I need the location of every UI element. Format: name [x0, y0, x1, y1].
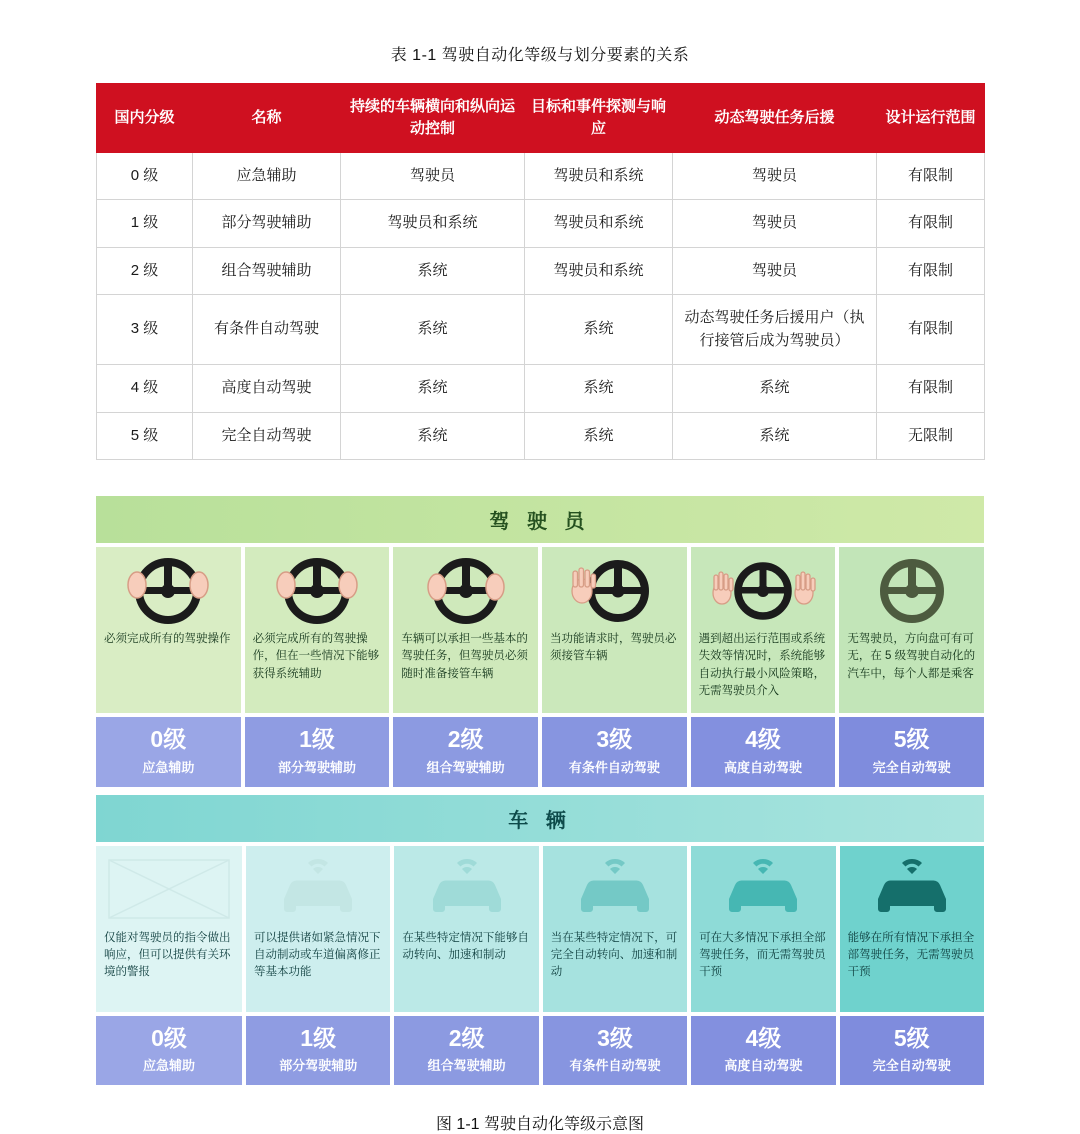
vehicle-cell-0: [96, 846, 242, 1086]
table-header-cell: 名称: [193, 84, 341, 153]
table-cell: 1 级: [97, 200, 193, 248]
driver-text: 车辆可以承担一些基本的驾驶任务，但驾驶员必须随时准备接管车辆: [401, 633, 528, 680]
level-name: 有条件自动驾驶: [568, 759, 660, 775]
level-number: 1级: [300, 1024, 337, 1051]
level-number: 3级: [597, 1024, 633, 1051]
level-number: 0级: [150, 726, 187, 752]
figure-caption: 图 1-1 驾驶自动化等级示意图: [435, 1116, 645, 1134]
driver-cell-5: [839, 547, 984, 787]
table-cell: 驾驶员和系统: [341, 200, 525, 248]
vehicle-row: [96, 846, 984, 1086]
vehicle-level-label-2: [394, 1016, 538, 1086]
table-cell: 有限制: [877, 295, 985, 365]
section-gap: [96, 787, 984, 795]
table-cell: 驾驶员和系统: [525, 200, 673, 248]
table-row: [97, 200, 985, 248]
table-row: [97, 412, 985, 460]
level-number: 1级: [299, 726, 335, 752]
table-cell: 系统: [673, 365, 877, 413]
table-row: [97, 152, 985, 200]
level-number: 5级: [893, 1024, 930, 1051]
table-cell: 组合驾驶辅助: [193, 247, 341, 295]
vehicle-text: 当在某些特定情况下，可完全自动转向、加速和制动: [550, 931, 678, 979]
steering-wheel-hands-off-icon: [550, 553, 679, 627]
level-name: 高度自动驾驶: [724, 1058, 803, 1074]
level-number: 4级: [745, 1024, 782, 1051]
car-connected-icon: [848, 852, 976, 926]
table-cell: 完全自动驾驶: [193, 412, 341, 460]
table-cell: 驾驶员: [673, 200, 877, 248]
table-cell: 高度自动驾驶: [193, 365, 341, 413]
driver-level-label-0: [96, 717, 241, 787]
level-name: 部分驾驶辅助: [277, 759, 356, 775]
level-number: 5级: [893, 726, 930, 752]
table-caption: 表 1-1 驾驶自动化等级与划分要素的关系: [390, 47, 690, 64]
level-name: 应急辅助: [142, 759, 195, 775]
table-row: [97, 247, 985, 295]
table-cell: 系统: [525, 295, 673, 365]
driver-illustration-2: [393, 547, 538, 713]
levels-diagram: [96, 496, 984, 1085]
vehicle-text: 在某些特定情况下能够自动转向、加速和制动: [402, 931, 529, 961]
level-number: 2级: [447, 726, 484, 752]
table-cell: 有限制: [877, 200, 985, 248]
level-number: 2级: [448, 1024, 485, 1051]
driver-cell-0: [96, 547, 241, 787]
steering-wheel-two-hands-icon: [104, 553, 233, 627]
driver-row: [96, 547, 984, 787]
driver-level-label-4: [691, 717, 836, 787]
driver-illustration-3: [542, 547, 687, 713]
level-name: 有条件自动驾驶: [569, 1058, 661, 1074]
vehicle-band-title: 车 辆: [96, 795, 984, 842]
level-name: 完全自动驾驶: [872, 759, 951, 775]
driver-text: 必须完成所有的驾驶操作，但在一些情况下能够获得系统辅助: [252, 633, 380, 680]
level-name: 部分驾驶辅助: [279, 1058, 358, 1074]
level-number: 4级: [745, 726, 781, 752]
car-connected-icon: [254, 852, 382, 926]
table-cell: 系统: [525, 412, 673, 460]
driver-cell-2: [393, 547, 538, 787]
vehicle-illustration-0: [96, 846, 242, 1012]
vehicle-illustration-5: [840, 846, 984, 1012]
steering-wheel-no-hands-icon: [847, 553, 976, 627]
table-header-cell: 目标和事件探测与响应: [525, 84, 673, 153]
driver-level-label-5: [839, 717, 984, 787]
table-cell: 4 级: [97, 365, 193, 413]
vehicle-level-label-4: [691, 1016, 835, 1086]
vehicle-cell-2: [394, 846, 538, 1086]
table-cell: 驾驶员和系统: [525, 247, 673, 295]
vehicle-text: 可以提供诸如紧急情况下自动制动或车道偏离修正等基本功能: [254, 931, 381, 979]
vehicle-cell-3: [543, 846, 687, 1086]
level-name: 应急辅助: [142, 1058, 195, 1074]
table-cell: 无限制: [877, 412, 985, 460]
table-cell: 系统: [673, 412, 877, 460]
vehicle-illustration-1: [246, 846, 390, 1012]
vehicle-level-label-5: [840, 1016, 984, 1086]
table-cell: 驾驶员和系统: [525, 152, 673, 200]
vehicle-text: 能够在所有情况下承担全部驾驶任务，无需驾驶员干预: [847, 931, 975, 979]
driver-cell-1: [245, 547, 390, 787]
vehicle-text: 可在大多情况下承担全部驾驶任务，而无需驾驶员干预: [699, 931, 826, 979]
table-header-cell: 动态驾驶任务后援: [673, 84, 877, 153]
level-name: 组合驾驶辅助: [426, 759, 505, 775]
levels-table: [96, 83, 985, 460]
level-number: 0级: [151, 1024, 187, 1051]
table-cell: 2 级: [97, 247, 193, 295]
vehicle-level-label-1: [246, 1016, 390, 1086]
level-number: 3级: [596, 726, 633, 752]
table-cell: 驾驶员: [673, 247, 877, 295]
table-cell: 部分驾驶辅助: [193, 200, 341, 248]
vehicle-level-label-0: [96, 1016, 242, 1086]
vehicle-illustration-2: [394, 846, 538, 1012]
table-row: [97, 365, 985, 413]
table-cell: 驾驶员: [341, 152, 525, 200]
table-cell: 系统: [341, 295, 525, 365]
vehicle-illustration-3: [543, 846, 687, 1012]
table-cell: 5 级: [97, 412, 193, 460]
driver-level-label-1: [245, 717, 390, 787]
vehicle-level-label-3: [543, 1016, 687, 1086]
table-cell: 有条件自动驾驶: [193, 295, 341, 365]
vehicle-text: 仅能对驾驶员的指令做出响应，但可以提供有关环境的警报: [104, 931, 231, 979]
vehicle-cell-5: [840, 846, 984, 1086]
driver-illustration-0: [96, 547, 241, 713]
steering-wheel-two-hands-icon: [253, 553, 382, 627]
levels-table-container: [96, 83, 984, 460]
car-connected-icon: [402, 852, 530, 926]
steering-wheel-two-hands-icon: [401, 553, 530, 627]
vehicle-illustration-4: [691, 846, 835, 1012]
driver-level-label-3: [542, 717, 687, 787]
driver-illustration-1: [245, 547, 390, 713]
table-cell: 系统: [341, 412, 525, 460]
table-cell: 3 级: [97, 295, 193, 365]
table-cell: 系统: [525, 365, 673, 413]
level-name: 组合驾驶辅助: [427, 1058, 506, 1074]
steering-wheel-hands-off-icon: [699, 553, 828, 627]
table-cell: 有限制: [877, 365, 985, 413]
level-name: 高度自动驾驶: [723, 759, 802, 775]
car-connected-icon: [699, 852, 827, 926]
driver-illustration-5: [839, 547, 984, 713]
table-cell: 0 级: [97, 152, 193, 200]
level-name: 完全自动驾驶: [872, 1058, 951, 1074]
vehicle-cell-1: [246, 846, 390, 1086]
vehicle-cell-4: [691, 846, 835, 1086]
table-header-cell: 国内分级: [97, 84, 193, 153]
driver-illustration-4: [691, 547, 836, 713]
table-cell: 有限制: [877, 247, 985, 295]
table-header-cell: 持续的车辆横向和纵向运动控制: [341, 84, 525, 153]
driver-cell-4: [691, 547, 836, 787]
table-cell: 系统: [341, 247, 525, 295]
car-empty-icon: [104, 852, 234, 926]
table-cell: 系统: [341, 365, 525, 413]
driver-text: 遇到超出运行范围或系统失效等情况时，系统能够自动执行最小风险策略，无需驾驶员介入: [698, 633, 826, 697]
driver-level-label-2: [393, 717, 538, 787]
driver-cell-3: [542, 547, 687, 787]
table-cell: 动态驾驶任务后援用户（执行接管后成为驾驶员）: [673, 295, 877, 365]
driver-text: 必须完成所有的驾驶操作: [104, 633, 231, 645]
driver-text: 无驾驶员，方向盘可有可无，在 5 级驾驶自动化的汽车中，每个人都是乘客: [847, 633, 976, 680]
table-row: [97, 295, 985, 365]
table-cell: 应急辅助: [193, 152, 341, 200]
table-cell: 驾驶员: [673, 152, 877, 200]
driver-text: 当功能请求时，驾驶员必须接管车辆: [550, 633, 677, 663]
table-header-row: [97, 84, 985, 153]
table-cell: 有限制: [877, 152, 985, 200]
car-connected-icon: [551, 852, 679, 926]
table-header-cell: 设计运行范围: [877, 84, 985, 153]
driver-band-title: 驾 驶 员: [96, 496, 984, 543]
